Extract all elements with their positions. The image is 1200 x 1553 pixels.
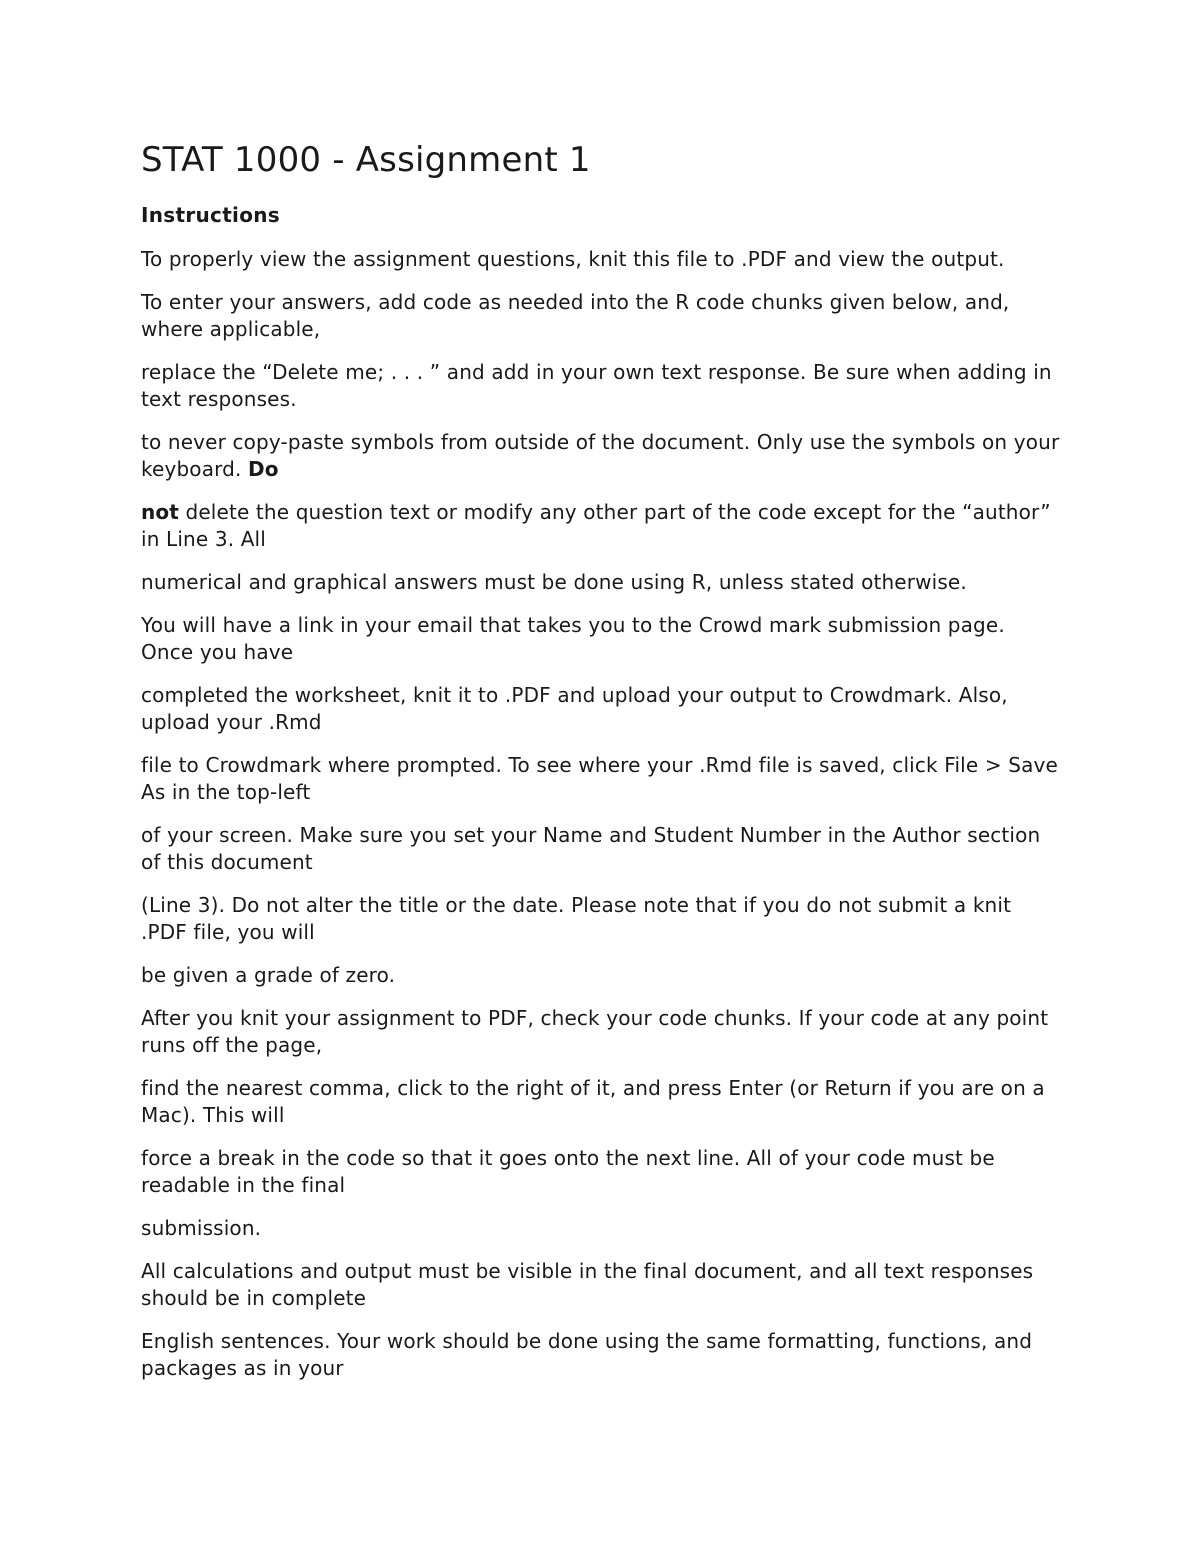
paragraph: be given a grade of zero.: [141, 963, 396, 987]
paragraph: All calculations and output must be visible in the final document, and all text responses should be in complete: [141, 1259, 1034, 1310]
paragraph: submission.: [141, 1216, 262, 1240]
paragraph: to never copy-paste symbols from outside of the document. Only use the symbols on your keyboard. Do: [141, 430, 1060, 481]
paragraph: numerical and graphical answers must be done using R, unless stated otherwise.: [141, 570, 967, 594]
paragraph: English sentences. Your work should be done using the same formatting, functions, and packages as in your: [141, 1329, 1033, 1380]
paragraph: To enter your answers, add code as needed into the R code chunks given below, and, where applicable,: [141, 290, 1010, 341]
bold-text: Do: [247, 457, 279, 481]
paragraph: After you knit your assignment to PDF, check your code chunks. If your code at any point runs off the page,: [141, 1006, 1049, 1057]
instructions-heading: Instructions: [141, 203, 281, 227]
paragraph: To properly view the assignment questions, knit this file to .PDF and view the output.: [141, 247, 1005, 271]
paragraph: (Line 3). Do not alter the title or the date. Please note that if you do not submit a knit .PDF file, you will: [141, 893, 1012, 944]
bold-text: not: [141, 500, 179, 524]
paragraph: not delete the question text or modify any other part of the code except for the “author” in Line 3. All: [141, 500, 1051, 551]
paragraph: You will have a link in your email that takes you to the Crowd mark submission page. Once you have: [141, 613, 1005, 664]
paragraph: force a break in the code so that it goes onto the next line. All of your code must be readable in the final: [141, 1146, 995, 1197]
paragraph: replace the “Delete me; . . . ” and add in your own text response. Be sure when adding in text responses.: [141, 360, 1052, 411]
paragraph: completed the worksheet, knit it to .PDF and upload your output to Crowdmark. Also, upload your .Rmd: [141, 683, 1008, 734]
paragraph: file to Crowdmark where prompted. To see where your .Rmd file is saved, click File > Save As in the top-left: [141, 753, 1058, 804]
document-page: [141, 140, 1061, 1398]
paragraph: find the nearest comma, click to the right of it, and press Enter (or Return if you are on a Mac). This will: [141, 1076, 1045, 1127]
paragraph: of your screen. Make sure you set your Name and Student Number in the Author section of this document: [141, 823, 1041, 874]
document-title: STAT 1000 - Assignment 1: [141, 140, 591, 180]
